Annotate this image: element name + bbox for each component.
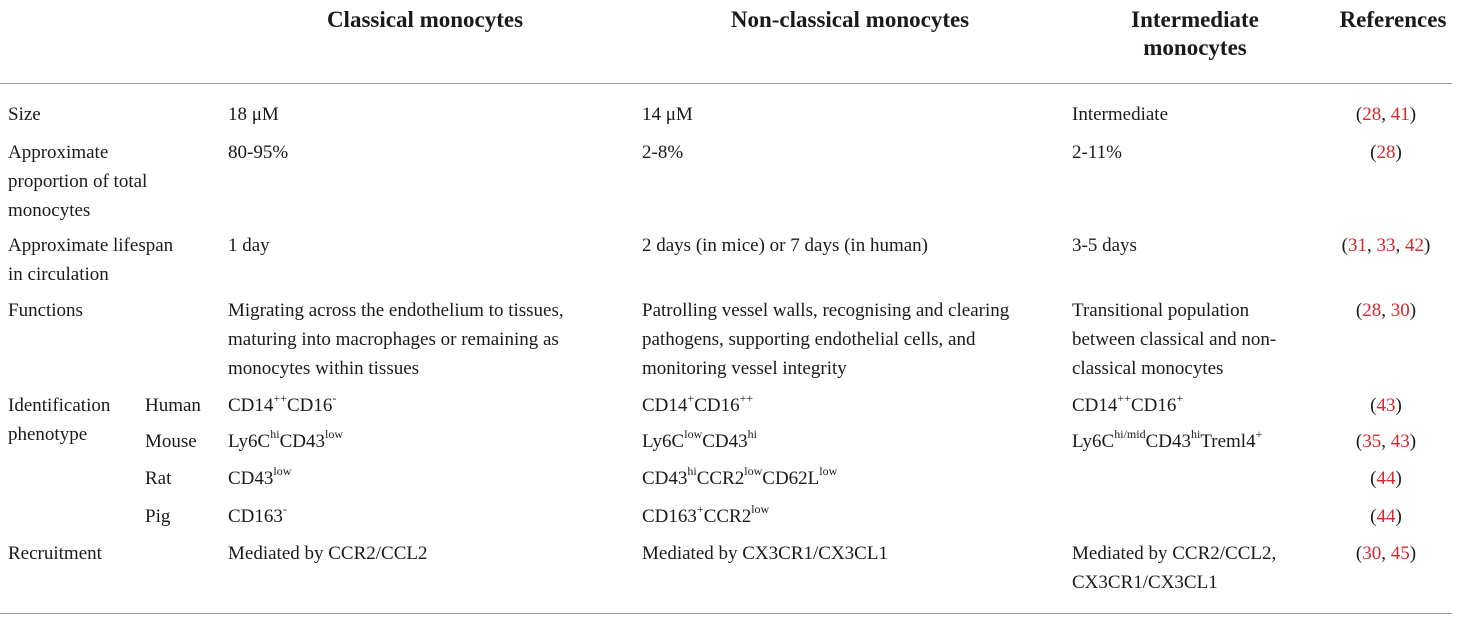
marker-superscript: low (273, 463, 292, 478)
species-mouse-intermediate (1072, 427, 1262, 456)
row-size-nonclassical: 14 μM (642, 104, 693, 125)
species-mouse-classical (228, 427, 343, 456)
marker-superscript: + (687, 390, 695, 405)
species-rat-label: Rat (145, 468, 172, 489)
row-functions-intermediate-line: between classical and non- (1072, 329, 1277, 350)
marker-text: CD163 (228, 506, 283, 527)
row-functions-nonclassical-line: pathogens, supporting endothelial cells, and (642, 329, 976, 350)
reference-link[interactable]: 30 (1390, 300, 1410, 321)
header-rule (0, 83, 1452, 84)
row-size-label: Size (8, 104, 41, 125)
header-classical: Classical monocytes (326, 7, 524, 32)
marker-text: CD43 (1145, 431, 1191, 452)
species-rat-classical (228, 464, 291, 493)
marker-superscript: + (1255, 426, 1263, 441)
marker-superscript: - (332, 390, 337, 405)
row-lifespan-label-line: Approximate lifespan (8, 235, 174, 256)
marker-text: Ly6C (642, 431, 685, 452)
reference-link[interactable]: 28 (1362, 104, 1382, 125)
marker-superscript: hi (270, 426, 280, 441)
reference-link[interactable]: 45 (1390, 543, 1410, 564)
row-recruitment-refs: (30, 45) (1355, 543, 1417, 564)
reference-link[interactable]: 35 (1362, 431, 1382, 452)
marker-superscript: + (696, 501, 704, 516)
marker-text: CD43 (279, 431, 325, 452)
marker-superscript: low (744, 463, 763, 478)
marker-text: CD16 (1130, 395, 1177, 416)
reference-link[interactable]: 44 (1376, 506, 1396, 527)
marker-text: Ly6C (228, 431, 271, 452)
reference-link[interactable]: 43 (1376, 395, 1396, 416)
marker-text: CD16 (286, 395, 333, 416)
header-intermediate (1110, 6, 1280, 62)
species-rat-nonclassical (642, 464, 837, 493)
marker-superscript: hi/mid (1114, 426, 1146, 441)
row-proportion-label-line: Approximate (8, 142, 109, 163)
row-functions-label: Functions (8, 300, 83, 321)
marker-superscript: + (1176, 390, 1184, 405)
marker-text: CD62L (762, 468, 820, 489)
row-functions-classical-line: Migrating across the endothelium to tissues, (228, 300, 564, 321)
row-proportion-label (8, 138, 147, 225)
row-recruitment-label: Recruitment (8, 543, 102, 564)
row-functions-nonclassical (642, 296, 1009, 383)
marker-text: CD16 (694, 395, 740, 416)
species-human-nonclassical (642, 391, 753, 420)
row-functions-classical (228, 296, 564, 383)
reference-link[interactable]: 43 (1390, 431, 1410, 452)
header-intermediate-line2: monocytes (1143, 35, 1247, 60)
footer-rule (0, 613, 1452, 614)
marker-superscript: hi (687, 463, 697, 478)
reference-link[interactable]: 28 (1376, 142, 1396, 163)
species-pig-classical (228, 502, 287, 531)
marker-text: CD43 (702, 431, 748, 452)
reference-link[interactable]: 42 (1405, 235, 1424, 256)
row-lifespan-label-line: in circulation (8, 264, 109, 285)
header-references: References (1339, 7, 1447, 32)
species-pig-refs: (44) (1370, 506, 1402, 527)
species-human-label: Human (145, 395, 201, 416)
row-identification-label-line: Identification (8, 395, 111, 416)
reference-link[interactable]: 33 (1376, 235, 1396, 256)
row-identification-label-line: phenotype (8, 424, 88, 445)
row-proportion-nonclassical: 2-8% (642, 142, 684, 163)
reference-link[interactable]: 31 (1348, 235, 1367, 256)
row-functions-refs: (28, 30) (1355, 300, 1417, 321)
row-functions-nonclassical-line: monitoring vessel integrity (642, 358, 847, 379)
row-functions-nonclassical-line: Patrolling vessel walls, recognising and clearing (642, 300, 1010, 321)
header-nonclassical: Non-classical monocytes (730, 7, 970, 32)
species-human-refs: (43) (1370, 395, 1402, 416)
species-pig-label: Pig (145, 506, 171, 527)
species-mouse-label: Mouse (145, 431, 197, 452)
species-mouse-refs: (35, 43) (1355, 431, 1417, 452)
row-proportion-label-line: monocytes (8, 200, 91, 221)
row-size-intermediate: Intermediate (1072, 104, 1169, 125)
row-lifespan-classical: 1 day (228, 235, 270, 256)
row-recruitment-intermediate (1072, 539, 1276, 597)
row-lifespan-intermediate: 3-5 days (1072, 235, 1137, 256)
row-proportion-classical: 80-95% (228, 142, 289, 163)
row-proportion-refs: (28) (1370, 142, 1402, 163)
species-mouse-nonclassical (642, 427, 757, 456)
marker-text: CD14 (1072, 395, 1118, 416)
row-functions-intermediate-line: classical monocytes (1072, 358, 1224, 379)
marker-text: CD163 (642, 506, 697, 527)
marker-text: Ly6C (1072, 431, 1115, 452)
row-functions-classical-line: monocytes within tissues (228, 358, 420, 379)
marker-superscript: low (324, 426, 343, 441)
row-size-refs: (28, 41) (1355, 104, 1417, 125)
row-identification-label (8, 391, 110, 449)
marker-superscript: ++ (739, 390, 754, 405)
marker-superscript: - (282, 501, 287, 516)
marker-superscript: low (684, 426, 703, 441)
species-pig-nonclassical (642, 502, 769, 531)
marker-superscript: low (751, 501, 770, 516)
marker-text: CCR2 (703, 506, 752, 527)
row-functions-classical-line: maturing into macrophages or remaining as (228, 329, 559, 350)
reference-link[interactable]: 41 (1390, 104, 1410, 125)
row-recruitment-intermediate-line: Mediated by CCR2/CCL2, (1072, 543, 1277, 564)
row-proportion-label-line: proportion of total (8, 171, 148, 192)
marker-text: CCR2 (696, 468, 745, 489)
marker-superscript: hi (747, 426, 757, 441)
species-human-classical (228, 391, 336, 420)
marker-text: CD43 (642, 468, 688, 489)
marker-superscript: low (819, 463, 838, 478)
marker-text: CD43 (228, 468, 274, 489)
row-lifespan-refs: (31, 33, 42) (1341, 235, 1431, 256)
row-recruitment-nonclassical: Mediated by CX3CR1/CX3CL1 (642, 543, 888, 564)
marker-superscript: ++ (1117, 390, 1131, 405)
reference-link[interactable]: 28 (1362, 300, 1382, 321)
reference-link[interactable]: 30 (1362, 543, 1382, 564)
marker-superscript: ++ (273, 390, 287, 405)
row-recruitment-classical: Mediated by CCR2/CCL2 (228, 543, 428, 564)
marker-text: CD14 (228, 395, 274, 416)
marker-superscript: hi (1190, 426, 1201, 441)
row-functions-intermediate-line: Transitional population (1072, 300, 1250, 321)
species-human-intermediate (1072, 391, 1183, 420)
row-proportion-intermediate: 2-11% (1072, 142, 1122, 163)
marker-text: Treml4 (1200, 431, 1256, 452)
marker-text: CD14 (642, 395, 688, 416)
species-rat-refs: (44) (1370, 468, 1402, 489)
header-intermediate-line1: Intermediate (1131, 7, 1259, 32)
reference-link[interactable]: 44 (1376, 468, 1396, 489)
row-functions-intermediate (1072, 296, 1276, 383)
row-size-classical: 18 μM (228, 104, 279, 125)
row-lifespan-label (8, 231, 173, 289)
row-lifespan-nonclassical: 2 days (in mice) or 7 days (in human) (642, 235, 928, 256)
row-recruitment-intermediate-line: CX3CR1/CX3CL1 (1072, 572, 1218, 593)
